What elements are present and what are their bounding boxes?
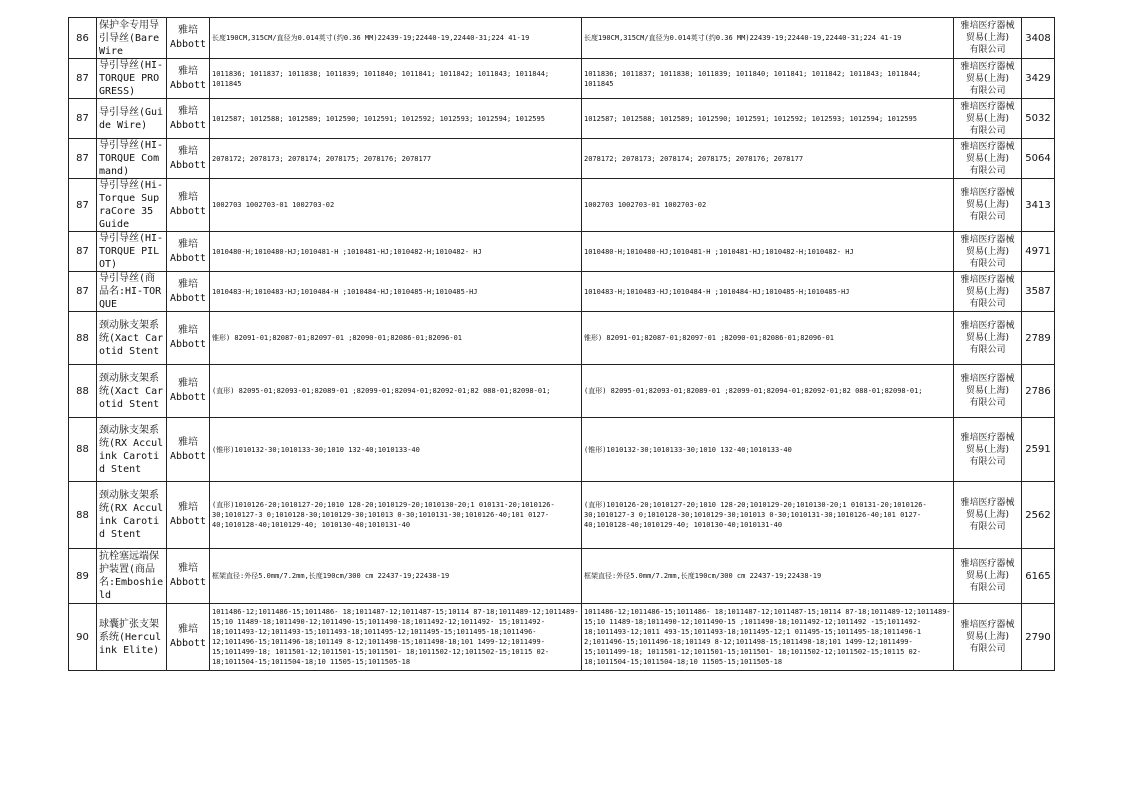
company-line: 有限公司 [969, 583, 1006, 593]
price-cell: 3587 [1022, 272, 1055, 312]
brand-chinese: 雅培 [178, 238, 198, 250]
brand-cell [167, 59, 210, 99]
company-line: 贸易(上海) [965, 333, 1010, 343]
company-line: 贸易(上海) [965, 510, 1010, 520]
spec-registration: 1011836; 1011837; 1011838; 1011839; 1011840; 1011841; 1011842; 1011843; 1011844; 1011845 [582, 59, 954, 99]
price-cell: 3408 [1022, 18, 1055, 59]
spec-registration: 框架直径:外径5.0mm/7.2mm,长度190cm/300 cm 22437-19;22438-19 [582, 549, 954, 604]
company-cell [954, 604, 1022, 671]
row-number: 88 [69, 312, 97, 365]
brand-english: Abbott [169, 577, 207, 588]
table-row [69, 272, 1055, 312]
spec-model: 1011836; 1011837; 1011838; 1011839; 1011840; 1011841; 1011842; 1011843; 1011844; 1011845 [210, 59, 582, 99]
company-line: 有限公司 [969, 212, 1006, 222]
company-line: 雅培医疗器械 [960, 432, 1015, 443]
brand-english: Abbott [169, 159, 207, 171]
product-name: 导引导丝(HI-TORQUE PROGRESS) [97, 59, 167, 99]
company-line: 雅培医疗器械 [960, 559, 1015, 569]
company-line: 有限公司 [969, 258, 1006, 269]
spec-registration: 1011486-12;1011486-15;1011486- 18;1011487-12;1011487-15;10114 87-18;1011489-12;1011489-15;10 11489-18;1011490-12;1011490-15 ;1011490-18;1011492-12;1011492 -15;1011492-18;1011493-12;1011 493-15;1011493-18;1011495-12;1 011495-15;1011495-18;1011496-1 2;1011496-15;1011496-18;101149 8-12;1011498-15;1011498-18;101 1499-12;1011499-15;1011499-18; 1011501-12;1011501-15;1011501- 18;1011502-12;1011502-15;10115 02-18;1011504-15;1011504-18;10 11505-15;1011505-18 [582, 604, 954, 671]
brand-english: Abbott [169, 79, 207, 91]
table-row [69, 179, 1055, 232]
brand-chinese: 雅培 [178, 624, 198, 635]
spec-model: (直形)1010126-20;1010127-20;1010 128-20;1010129-20;1010130-20;1 010131-20;1010126-30;1010127-3 0;1010128-30;1010129-30;101013 0-30;1010131-30;1010126-40;101 0127-40;1010128-40;1010129-40; 1010130-40;1010131-40 [210, 482, 582, 549]
company-line: 贸易(上海) [965, 113, 1010, 124]
spec-model: (锥形)1010132-30;1010133-30;1010 132-40;1010133-40 [210, 418, 582, 482]
spec-model: (直形) 82095-01;82093-01;82089-01 ;82099-01;82094-01;82092-01;82 088-01;82098-01; [210, 365, 582, 418]
brand-cell [167, 482, 210, 549]
price-cell: 5064 [1022, 139, 1055, 179]
row-number: 87 [69, 139, 97, 179]
table-row [69, 604, 1055, 671]
brand-cell [167, 232, 210, 272]
company-line: 贸易(上海) [965, 571, 1010, 581]
company-line: 有限公司 [969, 298, 1006, 309]
spec-registration: (直形) 82095-01;82093-01;82089-01 ;82099-01;82094-01;82092-01;82 088-01;82098-01; [582, 365, 954, 418]
company-line: 有限公司 [969, 125, 1006, 136]
product-name: 导引导丝(HI-TORQUE Command) [97, 139, 167, 179]
company-cell [954, 482, 1022, 549]
company-line: 有限公司 [969, 398, 1006, 408]
spec-model: 1010480-H;1010480-HJ;1010481-H ;1010481-HJ;1010482-H;1010482- HJ [210, 232, 582, 272]
company-cell [954, 549, 1022, 604]
product-name: 颈动脉支架系统(RX Acculink Carotid Stent [97, 418, 167, 482]
brand-chinese: 雅培 [178, 378, 198, 389]
brand-english: Abbott [169, 339, 207, 350]
row-number: 88 [69, 482, 97, 549]
product-name: 颈动脉支架系统(RX Acculink Carotid Stent [97, 482, 167, 549]
company-line: 贸易(上海) [965, 286, 1010, 297]
row-number: 87 [69, 272, 97, 312]
price-cell: 4971 [1022, 232, 1055, 272]
spec-model: 1012587; 1012588; 1012589; 1012590; 1012591; 1012592; 1012593; 1012594; 1012595 [210, 99, 582, 139]
company-line: 贸易(上海) [965, 153, 1010, 164]
company-cell [954, 272, 1022, 312]
row-number: 87 [69, 232, 97, 272]
company-cell [954, 18, 1022, 59]
company-line: 贸易(上海) [965, 73, 1010, 84]
price-cell: 2562 [1022, 482, 1055, 549]
row-number: 90 [69, 604, 97, 671]
spec-registration: (直形)1010126-20;1010127-20;1010 128-20;1010129-20;1010130-20;1 010131-20;1010126-30;1010127-3 0;1010128-30;1010129-30;101013 0-30;1010131-30;1010126-40;101 0127-40;1010128-40;1010129-40; 1010130-40;1010131-40 [582, 482, 954, 549]
company-line: 雅培医疗器械 [960, 188, 1015, 198]
spec-model: 锥形) 82091-01;82087-01;82097-01 ;82090-01;82086-01;82096-01 [210, 312, 582, 365]
price-cell: 2786 [1022, 365, 1055, 418]
table-row [69, 18, 1055, 59]
product-name: 颈动脉支架系统(Xact Carotid Stent [97, 365, 167, 418]
company-cell [954, 418, 1022, 482]
company-line: 雅培医疗器械 [960, 274, 1015, 285]
table-row [69, 418, 1055, 482]
product-name: 颈动脉支架系统(Xact Carotid Stent [97, 312, 167, 365]
brand-chinese: 雅培 [178, 65, 198, 77]
product-name: 抗栓塞远端保护装置(商品名:Emboshield [97, 549, 167, 604]
spec-registration: 1002703 1002703-01 1002703-02 [582, 179, 954, 232]
spec-registration: 锥形) 82091-01;82087-01;82097-01 ;82090-01;82086-01;82096-01 [582, 312, 954, 365]
company-line: 雅培医疗器械 [960, 234, 1015, 245]
company-line: 贸易(上海) [965, 632, 1010, 642]
product-name: 导引导丝(HI-TORQUE PILOT) [97, 232, 167, 272]
table-row [69, 59, 1055, 99]
brand-cell [167, 179, 210, 232]
row-number: 88 [69, 418, 97, 482]
brand-chinese: 雅培 [178, 278, 198, 290]
price-cell: 3429 [1022, 59, 1055, 99]
spec-model: 长度190CM,315CM/直径为0.014英寸(约0.36 MM)22439-19;22440-19,22440-31;224 41-19 [210, 18, 582, 59]
brand-cell [167, 418, 210, 482]
company-cell [954, 59, 1022, 99]
brand-cell [167, 312, 210, 365]
brand-chinese: 雅培 [178, 563, 198, 574]
company-line: 有限公司 [969, 165, 1006, 176]
company-line: 雅培医疗器械 [960, 620, 1015, 630]
price-cell: 2591 [1022, 418, 1055, 482]
brand-chinese: 雅培 [178, 502, 198, 513]
brand-cell [167, 604, 210, 671]
spec-model: 1010483-H;1010483-HJ;1010484-H ;1010484-HJ;1010485-H;1010485-HJ [210, 272, 582, 312]
spec-model: 框架直径:外径5.0mm/7.2mm,长度190cm/300 cm 22437-19;22438-19 [210, 549, 582, 604]
product-name: 导引导丝(Guide Wire) [97, 99, 167, 139]
spec-registration: 长度190CM,315CM/直径为0.014英寸(约0.36 MM)22439-19;22440-19,22440-31;224 41-19 [582, 18, 954, 59]
table-row [69, 482, 1055, 549]
brand-chinese: 雅培 [178, 25, 198, 36]
spec-model: 1002703 1002703-01 1002703-02 [210, 179, 582, 232]
table-row [69, 232, 1055, 272]
product-name: 球囊扩张支架系统(Herculink Elite) [97, 604, 167, 671]
brand-english: Abbott [169, 206, 207, 217]
row-number: 87 [69, 59, 97, 99]
company-line: 有限公司 [969, 456, 1006, 467]
company-line: 雅培医疗器械 [960, 321, 1015, 331]
table-row [69, 312, 1055, 365]
company-line: 有限公司 [969, 522, 1006, 532]
row-number: 86 [69, 18, 97, 59]
brand-english: Abbott [169, 39, 207, 50]
company-cell [954, 139, 1022, 179]
company-line: 贸易(上海) [965, 386, 1010, 396]
brand-english: Abbott [169, 252, 207, 264]
row-number: 89 [69, 549, 97, 604]
brand-english: Abbott [169, 392, 207, 403]
brand-chinese: 雅培 [178, 145, 198, 157]
company-line: 贸易(上海) [965, 246, 1010, 257]
product-name: 导引导丝(商品名:HI-TORQUE [97, 272, 167, 312]
brand-english: Abbott [169, 292, 207, 304]
brand-english: Abbott [169, 516, 207, 527]
row-number: 87 [69, 99, 97, 139]
brand-chinese: 雅培 [178, 325, 198, 336]
brand-english: Abbott [169, 119, 207, 131]
company-line: 雅培医疗器械 [960, 498, 1015, 508]
table-row [69, 99, 1055, 139]
brand-chinese: 雅培 [178, 192, 198, 203]
company-cell [954, 365, 1022, 418]
spec-registration: 1010480-H;1010480-HJ;1010481-H ;1010481-HJ;1010482-H;1010482- HJ [582, 232, 954, 272]
row-number: 88 [69, 365, 97, 418]
company-cell [954, 99, 1022, 139]
product-name: 保护伞专用导引导丝(BareWire [97, 18, 167, 59]
product-name: 导引导丝(Hi-Torque SupraCore 35 Guide [97, 179, 167, 232]
brand-cell [167, 18, 210, 59]
table-row [69, 139, 1055, 179]
company-line: 有限公司 [969, 45, 1006, 55]
brand-chinese: 雅培 [178, 436, 198, 448]
price-cell: 5032 [1022, 99, 1055, 139]
spec-registration: 1010483-H;1010483-HJ;1010484-H ;1010484-HJ;1010485-H;1010485-HJ [582, 272, 954, 312]
company-cell [954, 232, 1022, 272]
brand-cell [167, 549, 210, 604]
company-cell [954, 312, 1022, 365]
spec-registration: 1012587; 1012588; 1012589; 1012590; 1012591; 1012592; 1012593; 1012594; 1012595 [582, 99, 954, 139]
brand-english: Abbott [169, 450, 207, 462]
company-line: 雅培医疗器械 [960, 61, 1015, 72]
company-line: 有限公司 [969, 85, 1006, 96]
spec-registration: 2078172; 2078173; 2078174; 2078175; 2078176; 2078177 [582, 139, 954, 179]
table-row [69, 549, 1055, 604]
company-line: 雅培医疗器械 [960, 374, 1015, 384]
company-line: 贸易(上海) [965, 444, 1010, 455]
company-line: 有限公司 [969, 644, 1006, 654]
company-line: 有限公司 [969, 345, 1006, 355]
company-line: 贸易(上海) [965, 200, 1010, 210]
spec-model: 2078172; 2078173; 2078174; 2078175; 2078176; 2078177 [210, 139, 582, 179]
product-table [68, 17, 1055, 671]
company-line: 贸易(上海) [965, 33, 1010, 43]
price-cell: 6165 [1022, 549, 1055, 604]
brand-cell [167, 272, 210, 312]
brand-english: Abbott [169, 638, 207, 649]
company-line: 雅培医疗器械 [960, 21, 1015, 31]
spec-model: 1011486-12;1011486-15;1011486- 18;1011487-12;1011487-15;10114 87-18;1011489-12;1011489-15;10 11489-18;1011490-12;1011490-15;1011490-18;1011492-12;1011492- 15;1011492-18;1011493-12;1011493-15;1011493-18;1011495-12;1011495-15;1011495-18;1011496-12;1011496-15;1011496-18;101149 8-12;1011498-15;1011498-18;101 1499-12;1011499-15;1011499-18; 1011501-12;1011501-15;1011501- 18;1011502-12;1011502-15;10115 02-18;1011504-15;1011504-18;10 11505-15;1011505-18 [210, 604, 582, 671]
brand-cell [167, 139, 210, 179]
company-line: 雅培医疗器械 [960, 141, 1015, 152]
brand-chinese: 雅培 [178, 105, 198, 117]
price-cell: 2790 [1022, 604, 1055, 671]
company-cell [954, 179, 1022, 232]
row-number: 87 [69, 179, 97, 232]
price-cell: 3413 [1022, 179, 1055, 232]
spec-registration: (锥形)1010132-30;1010133-30;1010 132-40;1010133-40 [582, 418, 954, 482]
brand-cell [167, 99, 210, 139]
table-row [69, 365, 1055, 418]
company-line: 雅培医疗器械 [960, 101, 1015, 112]
price-cell: 2789 [1022, 312, 1055, 365]
brand-cell [167, 365, 210, 418]
